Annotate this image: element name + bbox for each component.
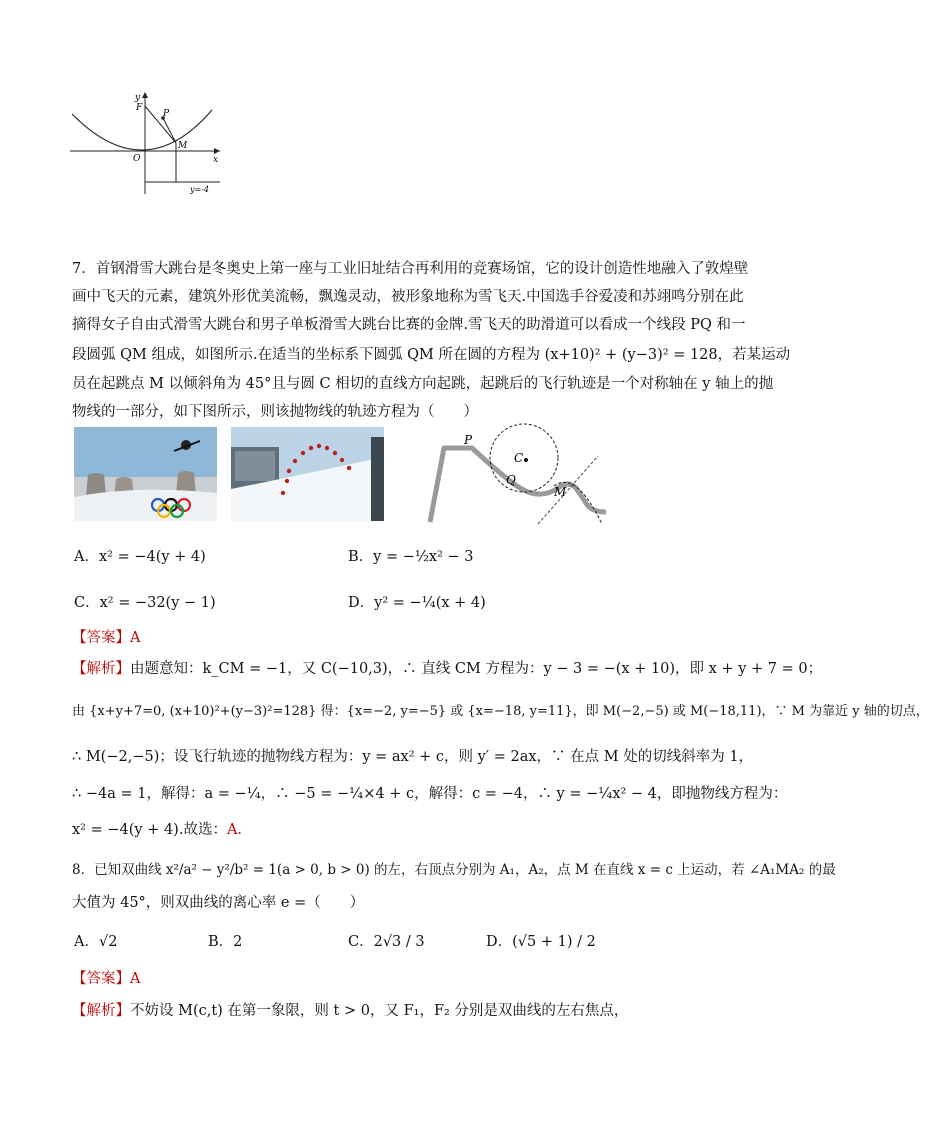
label-directrix: y=-4 [190,185,210,194]
ski-jump-photo-2 [231,427,384,521]
q7-line-1: 7．首钢滑雪大跳台是冬奥史上第一座与工业旧址结合再利用的竞赛场馆，它的设计创造性地融入了敦煌壁 [72,261,749,277]
answer-value: A [130,630,141,646]
answer-label: 【答案】 [72,630,130,646]
solution-choice: A. [226,822,243,838]
label-origin: O [133,154,141,164]
q8-line-2: 大值为 45°，则双曲线的离心率 e =（ ） [72,895,365,911]
solution-text: 不妨设 M(c,t) 在第一象限，则 t > 0，又 F₁，F₂ 分别是双曲线的左右焦点， [130,1003,629,1019]
q8-option-d: D．(√5 + 1) / 2 [486,934,596,950]
label-focus: F [136,103,143,113]
solution-text: 由题意知：k_CM = −1，又 C(−10,3)，∴ 直线 CM 方程为：y − 3 = −(x + 10)，即 x + y + 7 = 0； [130,661,823,677]
label-m: M [554,485,567,499]
label-q: Q [506,473,516,487]
q8-solution-1 [72,999,628,1020]
q8-line-1: 8．已知双曲线 x²/a² − y²/b² = 1(a > 0, b > 0) 的左，右顶点分别为 A₁，A₂，点 M 在直线 x = c 上运动，若 ∠A₁MA₂ 的最 [72,862,836,878]
parabola-figure [60,88,230,200]
q7-line-6: 物线的一部分，如下图所示，则该抛物线的轨迹方程为（ ） [72,404,478,420]
q8-option-a: A．√2 [74,934,118,950]
q7-option-a: A．x² = −4(y + 4) [74,549,206,565]
q8-answer [72,967,140,988]
solution-text: x² = −4(y + 4).故选： [72,822,227,838]
analysis-label: 【解析】 [72,661,130,677]
label-c: C [514,451,524,465]
segment-fp [145,106,176,143]
answer-value: A [130,971,141,987]
answer-label: 【答案】 [72,971,130,987]
snow-track-diagram [418,422,614,526]
circle-c [490,424,558,492]
label-p: P [464,433,473,447]
label-m: M [178,141,188,151]
q7-line-5: 员在起跳点 M 以倾斜角为 45°且与圆 C 相切的直线方向起跳，起跳后的飞行轨迹是一个对称轴在 y 轴上的抛 [72,376,774,392]
q7-answer [72,626,140,647]
label-y: y [135,93,141,103]
q7-option-c: C．x² = −32(y − 1) [74,595,216,611]
analysis-label: 【解析】 [72,1003,130,1019]
label-p: P [163,109,170,119]
label-x: x [213,155,219,165]
ski-jump-photo-1 [74,427,217,521]
q8-option-c: C．2√3 / 3 [348,934,425,950]
q7-line-4: 段圆弧 QM 组成，如图所示.在适当的坐标系下圆弧 QM 所在圆的方程为 (x+10)² + (y−3)² = 128，若某运动 [72,347,791,363]
q7-line-3: 摘得女子自由式滑雪大跳台和男子单板滑雪大跳台比赛的金牌.雪飞天的助滑道可以看成一个线段 PQ 和一 [72,317,746,333]
q7-line-2: 画中飞天的元素，建筑外形优美流畅，飘逸灵动，被形象地称为雪飞天.中国选手谷爱凌和苏翊鸣分别在此 [72,289,744,305]
parabola-curve [72,110,212,150]
q7-solution-3: ∴ M(−2,−5)；设飞行轨迹的抛物线方程为：y = ax² + c，则 y′ = 2ax，∵ 在点 M 处的切线斜率为 1， [72,749,754,765]
q8-option-b: B．2 [208,934,243,950]
q7-solution-1 [72,657,822,678]
tangent-line [538,456,598,524]
q7-solution-2: 由 {x+y+7=0, (x+10)²+(y−3)²=128} 得：{x=−2, y=−5} 或 {x=−18, y=11}，即 M(−2,−5) 或 M(−18,11)，∵ M 为靠近 y 轴的切点， [72,704,929,719]
q7-solution-4: ∴ −4a = 1，解得：a = −¼，∴ −5 = −¼×4 + c，解得：c = −4，∴ y = −¼x² − 4，即抛物线方程为： [72,786,788,802]
q7-option-b: B．y = −½x² − 3 [348,549,474,565]
q7-solution-5 [72,818,242,839]
q7-option-d: D．y² = −¼(x + 4) [348,595,486,611]
